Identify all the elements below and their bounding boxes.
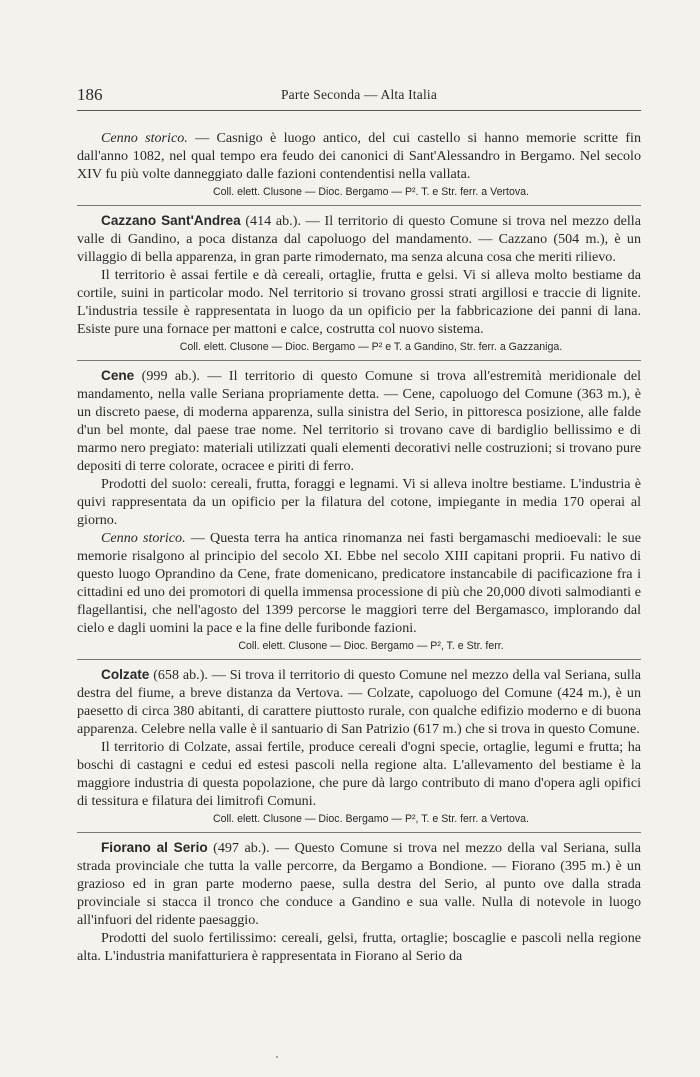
page-header [77,85,641,107]
cazzano-paragraph [77,212,641,266]
running-title: Parte Seconda — Alta Italia [280,87,438,102]
entry-separator [77,832,641,833]
paragraph-text: — Questa terra ha antica rinomanza nei fasti bergamaschi medioevali: le sue memorie risalgono al principio del secolo XI. Ebbe nel secolo XIII capitani proprii. Fu nativo di questo luogo Oprandino da Cene, frate domenicano, predicatore instancabile di pacificazione fra i cittadini ed uno dei promotori di quella immensa processione di più che 20,000 divoti salmodianti e flagellantisi, che nell'agosto del 1399 percorse le maggiori terre del Bergamasco, implorando dal cielo e dagli uomini la pace e la fine delle furibonde fazioni. [77,530,641,636]
page-number: 186 [77,85,103,104]
history-label: Cenno storico. [101,530,186,546]
fiorano-paragraph-2: Prodotti del suolo fertilissimo: cereali, gelsi, frutta, ortaglie; boscaglie e pascoli nella regione alta. L'industria manifatturiera è rappresentata in Fiorano al Serio da [77,930,641,964]
entry-heading-fiorano: Fiorano al Serio [101,840,208,855]
entry-separator [77,205,641,206]
page-body [77,129,641,965]
entry-heading-colzate: Colzate [101,667,150,682]
colzate-footer-line: Coll. elett. Clusone — Dioc. Bergamo — P², T. e Str. ferr. a Vertova. [213,813,529,825]
colzate-paragraph [77,666,641,738]
paragraph-text: (414 ab.). — Il territorio di questo Comune si trova nel mezzo della valle di Gandino, a poca distanza dal capoluogo del mandamento. — Cazzano (504 m.), è un villaggio di bella apparenza, in gran parte rimodernato, ma senza alcuna cosa che meriti rilievo. [77,213,641,265]
entry-separator [77,659,641,660]
header-rule [77,110,641,111]
cene-history-paragraph [77,529,641,637]
paragraph-text: (999 ab.). — Il territorio di questo Comune si trova all'estremità meridionale del mandamento, nella valle Seriana propriamente detta. — Cene, capoluogo del Comune (363 m.), è un discreto paese, di moderna apparenza, sulla sinistra del Serio, in pittoresca posizione, alle falde d'un bel monte, dal paese trae nome. Nel territorio si trovano cave di bardiglio bellissimo e di marmo nero pregiato: materiali utilizzati quali elementi decorativi nelle costruzioni; si trovano pure depositi di terre colorate, ocracee e piriti di ferro. [77,368,641,474]
paragraph-text: (497 ab.). — Questo Comune si trova nel mezzo della val Seriana, sulla strada provinciale che tutta la valle percorre, da Bergamo a Bondione. — Fiorano (395 m.) è un grazioso ed in gran parte moderno paese, sulla destra del Serio, al punto ove dalla strada provinciale si stacca il tronco che conduce a Gandino e sua valle. Nulla di notevole in luogo all'infuori del ridente paesaggio. [77,840,641,928]
print-speck [276,1056,278,1058]
history-label: Cenno storico. [101,130,188,146]
entry-heading-cazzano: Cazzano Sant'Andrea [101,213,241,228]
entry-separator [77,360,641,361]
entry-heading-cene: Cene [101,368,135,383]
colzate-paragraph-2: Il territorio di Colzate, assai fertile, produce cereali d'ogni specie, ortaglie, legumi e frutta; ha boschi di castagni e cedui ed estesi pascoli nella regione alta. L'allevamento del bestiame è la maggiore industria di questa popolazione, che pure dà largo contributo di mano d'opera agli opifici di tessitura e filatura dei limitrofi Comuni. [77,739,641,809]
cazzano-footer-line: Coll. elett. Clusone — Dioc. Bergamo — P² e T. a Gandino, Str. ferr. a Gazzaniga. [179,341,563,353]
paragraph-text: — Casnigo è luogo antico, del cui castello si hanno memorie scritte fin dall'anno 1082, nel qual tempo era feudo dei canonici di Sant'Alessandro in Bergamo. Nel secolo XIV fu più volte danneggiato dalle fazioni contendentisi nella vallata. [77,130,641,182]
casnigo-history-paragraph [77,129,641,183]
cene-footer-line: Coll. elett. Clusone — Dioc. Bergamo — P², T. e Str. ferr. [238,640,504,652]
casnigo-footer-line: Coll. elett. Clusone — Dioc. Bergamo — P². T. e Str. ferr. a Vertova. [213,186,529,198]
cene-paragraph-2: Prodotti del suolo: cereali, frutta, foraggi e legnami. Vi si alleva inoltre bestiame. L'industria è quivi rappresentata da un opificio per la filatura del cotone, impiegante in media 170 operai al giorno. [77,476,641,528]
paragraph-text: (658 ab.). — Si trova il territorio di questo Comune nel mezzo della val Seriana, sulla destra del fiume, a breve distanza da Vertova. — Colzate, capoluogo del Comune (424 m.), è un paesetto di circa 380 abitanti, di carattere piuttosto rurale, con qualche edifizio moderno e di buona apparenza. Celebre nella valle è il santuario di San Patrizio (617 m.) che si trova in questo Comune. [77,667,641,737]
cene-paragraph [77,367,641,475]
fiorano-paragraph [77,839,641,929]
cazzano-paragraph-2: Il territorio è assai fertile e dà cereali, ortaglie, frutta e gelsi. Vi si alleva molto bestiame da cortile, suini in particolar modo. Nel territorio si trovano grossi strati argillosi e traccie di lignite. L'industria tessile è rappresentata in luogo da un opificio per la fabbricazione dei panni di lana. Esiste pure una fornace per mattoni e calce, costrutta col nuovo sistema. [77,267,641,337]
